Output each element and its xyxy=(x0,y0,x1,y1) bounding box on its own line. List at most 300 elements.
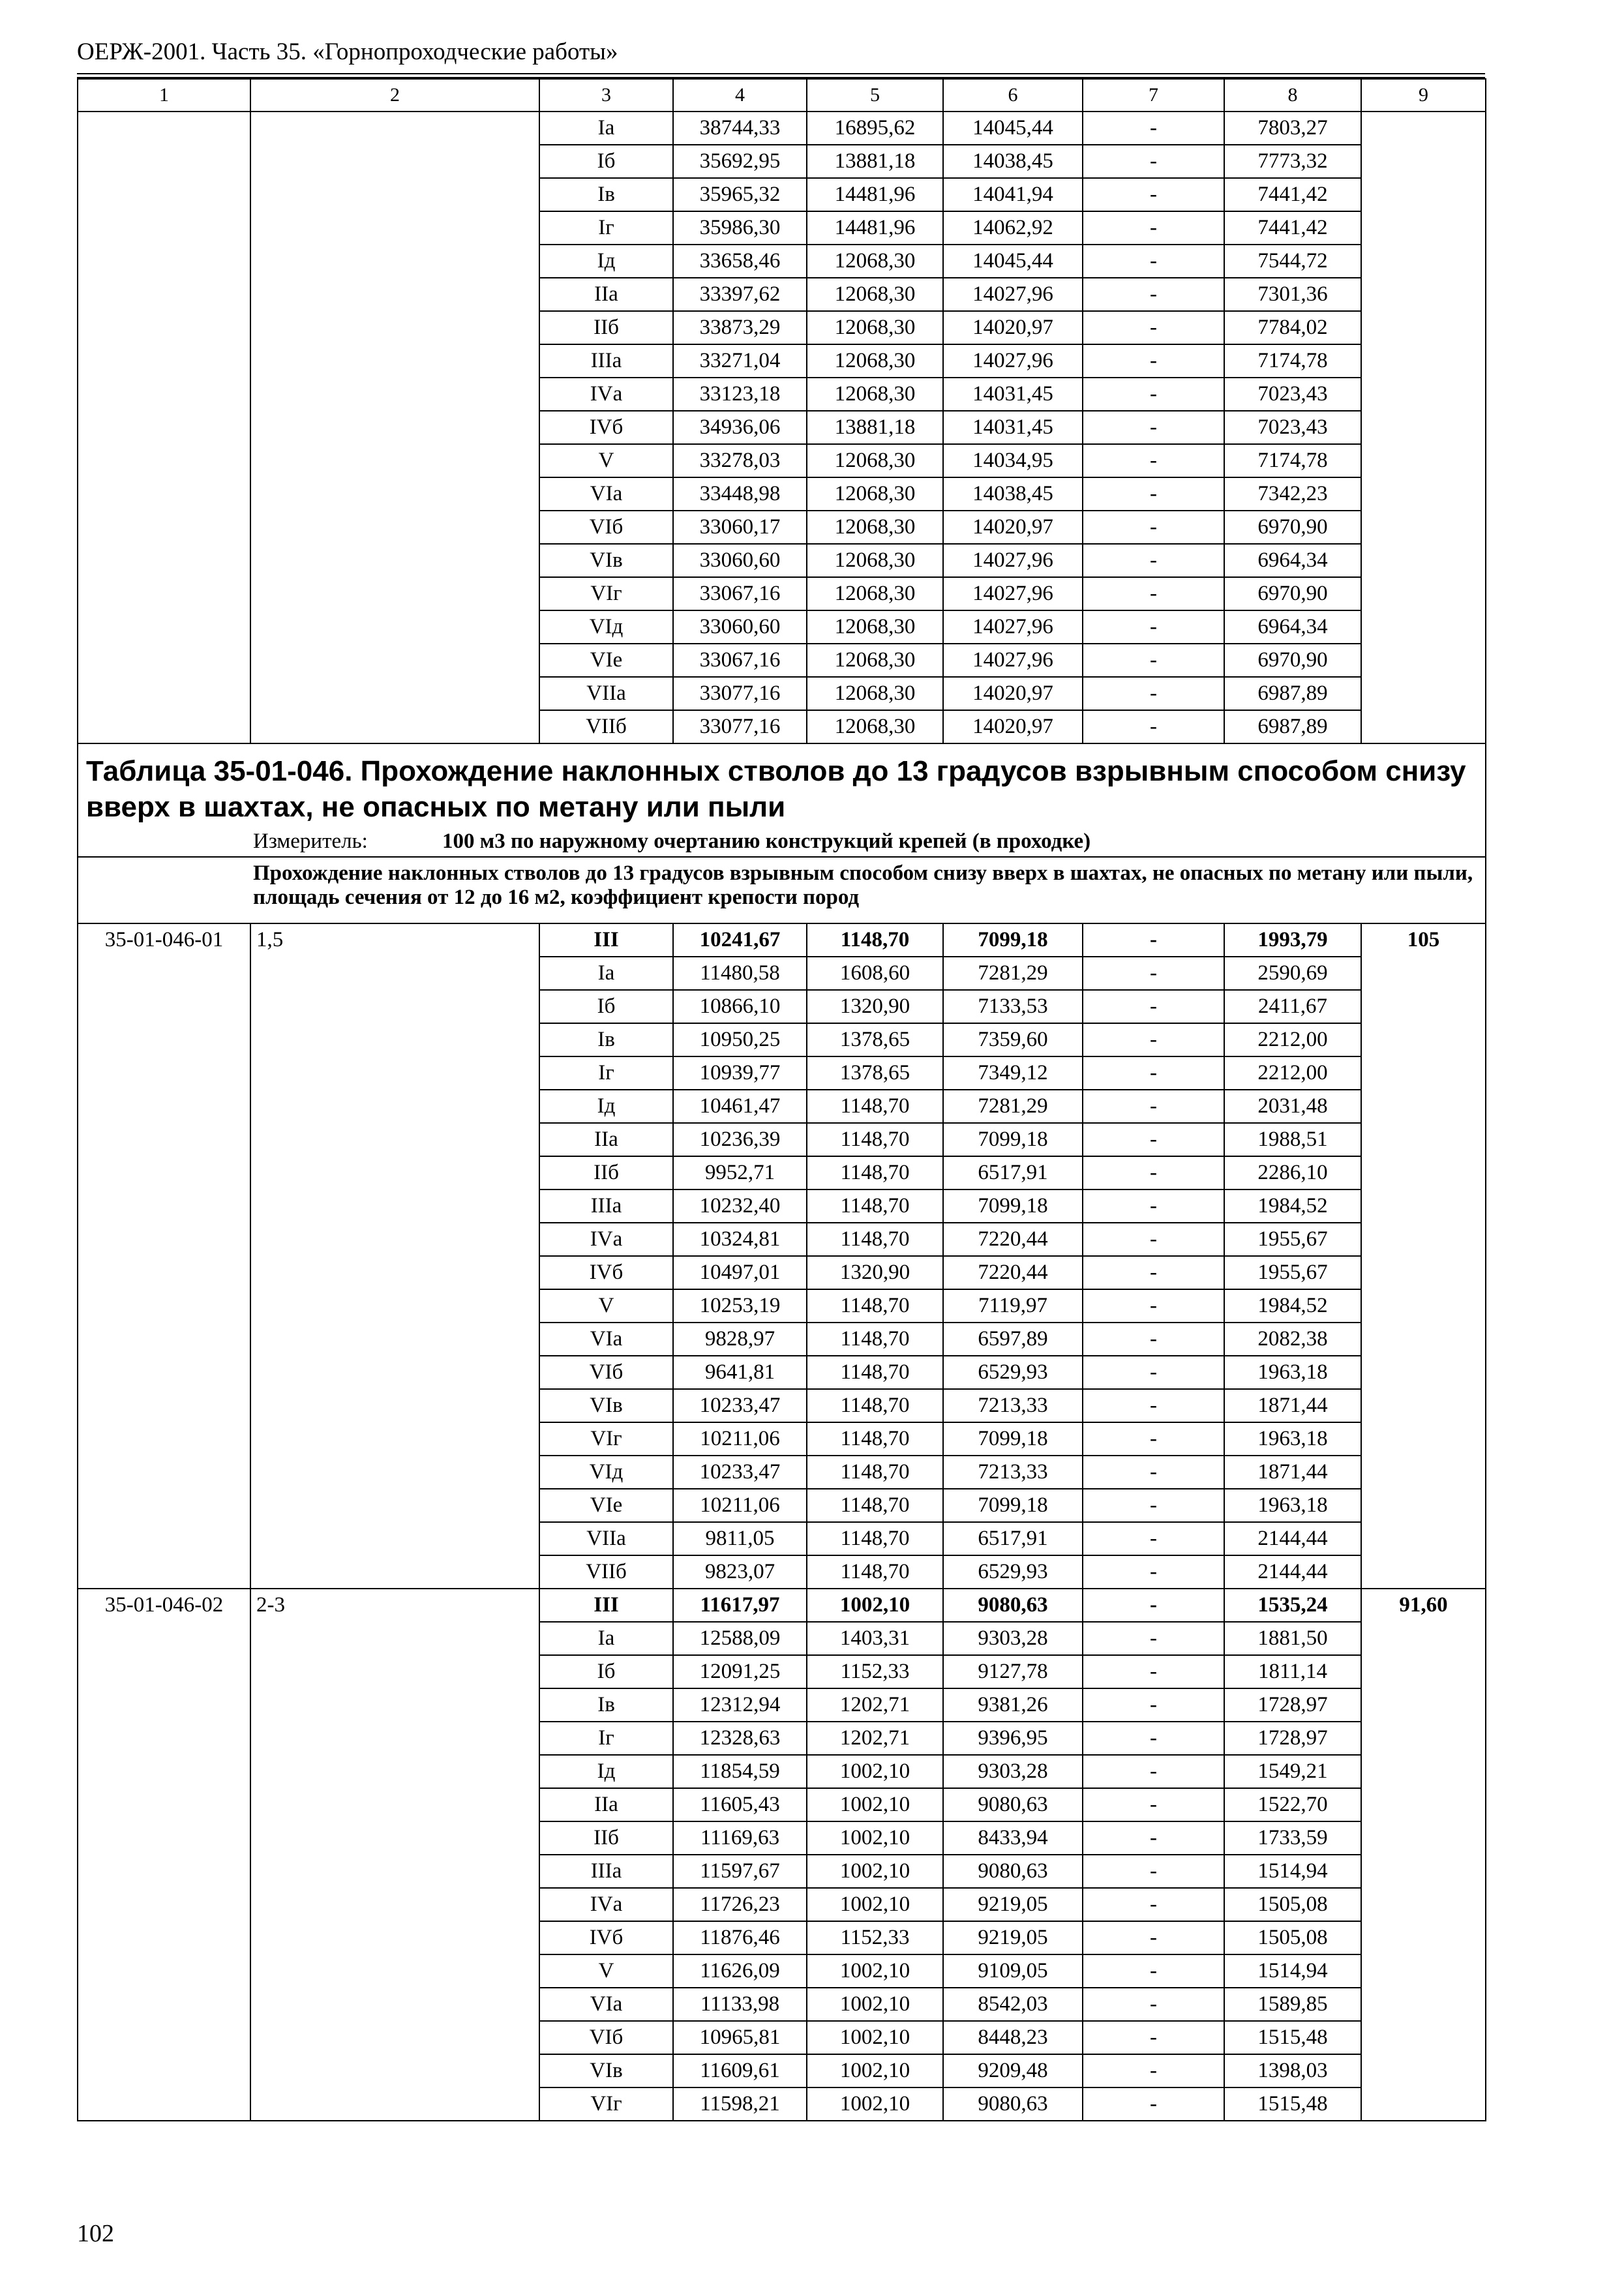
region-code: VIIа xyxy=(539,1522,673,1555)
column-number: 9 xyxy=(1361,79,1486,112)
materials: 1871,44 xyxy=(1224,1389,1361,1422)
wages: 1002,10 xyxy=(807,2087,943,2121)
total-cost: 33278,03 xyxy=(673,444,807,477)
machinists-wages: - xyxy=(1083,211,1224,245)
materials: 7174,78 xyxy=(1224,344,1361,378)
total-cost: 11609,61 xyxy=(673,2054,807,2087)
materials: 7174,78 xyxy=(1224,444,1361,477)
machinists-wages: - xyxy=(1083,278,1224,311)
materials: 7773,32 xyxy=(1224,145,1361,178)
total-cost: 33123,18 xyxy=(673,378,807,411)
materials: 2411,67 xyxy=(1224,990,1361,1023)
total-cost: 10232,40 xyxy=(673,1189,807,1223)
wages: 1002,10 xyxy=(807,1821,943,1855)
region-code: IIб xyxy=(539,1156,673,1189)
machinists-wages: - xyxy=(1083,1622,1224,1655)
machinists-wages: - xyxy=(1083,677,1224,710)
total-cost: 10211,06 xyxy=(673,1422,807,1456)
materials: 7544,72 xyxy=(1224,245,1361,278)
wages: 1148,70 xyxy=(807,1555,943,1589)
materials: 7023,43 xyxy=(1224,378,1361,411)
machine-operation: 7359,60 xyxy=(943,1023,1083,1056)
machinists-wages: - xyxy=(1083,710,1224,743)
machine-operation: 9209,48 xyxy=(943,2054,1083,2087)
column-number: 5 xyxy=(807,79,943,112)
region-code: VIIб xyxy=(539,1555,673,1589)
machinists-wages: - xyxy=(1083,344,1224,378)
machinists-wages: - xyxy=(1083,1189,1224,1223)
meter-cell xyxy=(78,826,1486,857)
materials: 6970,90 xyxy=(1224,511,1361,544)
materials: 7803,27 xyxy=(1224,112,1361,145)
total-cost: 11617,97 xyxy=(673,1589,807,1622)
total-cost: 9811,05 xyxy=(673,1522,807,1555)
region-code: IIIа xyxy=(539,344,673,378)
machine-operation: 14020,97 xyxy=(943,710,1083,743)
region-code: Iа xyxy=(539,112,673,145)
column-number: 8 xyxy=(1224,79,1361,112)
page-header: ОЕРЖ-2001. Часть 35. «Горнопроходческие работы» xyxy=(77,38,618,65)
machinists-wages: - xyxy=(1083,1821,1224,1855)
machine-operation: 14027,96 xyxy=(943,278,1083,311)
wages: 1148,70 xyxy=(807,1156,943,1189)
total-cost: 9952,71 xyxy=(673,1156,807,1189)
materials: 1963,18 xyxy=(1224,1489,1361,1522)
total-cost: 10939,77 xyxy=(673,1056,807,1090)
wages: 1148,70 xyxy=(807,1522,943,1555)
wages: 1002,10 xyxy=(807,1788,943,1821)
machinists-wages: - xyxy=(1083,1589,1224,1622)
region-code: IVб xyxy=(539,411,673,444)
region-code: VIа xyxy=(539,1988,673,2021)
machinists-wages: - xyxy=(1083,511,1224,544)
machinists-wages: - xyxy=(1083,411,1224,444)
total-cost: 10211,06 xyxy=(673,1489,807,1522)
machinists-wages: - xyxy=(1083,1688,1224,1722)
machine-operation: 9080,63 xyxy=(943,2087,1083,2121)
wages: 1202,71 xyxy=(807,1722,943,1755)
wages: 1320,90 xyxy=(807,990,943,1023)
machine-operation: 14027,96 xyxy=(943,544,1083,577)
region-code: VIв xyxy=(539,1389,673,1422)
wages: 1148,70 xyxy=(807,1389,943,1422)
machine-operation: 7099,18 xyxy=(943,1189,1083,1223)
wages: 1002,10 xyxy=(807,1988,943,2021)
total-cost: 12588,09 xyxy=(673,1622,807,1655)
materials: 2082,38 xyxy=(1224,1323,1361,1356)
machine-operation: 9080,63 xyxy=(943,1589,1083,1622)
materials: 2144,44 xyxy=(1224,1555,1361,1589)
machine-operation: 6529,93 xyxy=(943,1356,1083,1389)
machine-operation: 14038,45 xyxy=(943,477,1083,511)
wages: 13881,18 xyxy=(807,411,943,444)
region-code: V xyxy=(539,444,673,477)
table-row xyxy=(78,923,1486,957)
wages: 1148,70 xyxy=(807,1289,943,1323)
machinists-wages: - xyxy=(1083,1722,1224,1755)
machinists-wages: - xyxy=(1083,1323,1224,1356)
region-code: VIа xyxy=(539,477,673,511)
wages: 1002,10 xyxy=(807,1855,943,1888)
total-cost: 10241,67 xyxy=(673,923,807,957)
materials: 1728,97 xyxy=(1224,1688,1361,1722)
table-row xyxy=(78,112,1486,145)
total-cost: 10950,25 xyxy=(673,1023,807,1056)
materials: 1522,70 xyxy=(1224,1788,1361,1821)
materials: 6970,90 xyxy=(1224,577,1361,610)
machine-operation: 7099,18 xyxy=(943,1422,1083,1456)
wages: 1148,70 xyxy=(807,923,943,957)
column-number: 6 xyxy=(943,79,1083,112)
wages: 12068,30 xyxy=(807,344,943,378)
wages: 1148,70 xyxy=(807,1223,943,1256)
total-cost: 35692,95 xyxy=(673,145,807,178)
wages: 1002,10 xyxy=(807,1755,943,1788)
region-code: VIб xyxy=(539,511,673,544)
materials: 1811,14 xyxy=(1224,1655,1361,1688)
machine-operation: 8448,23 xyxy=(943,2021,1083,2054)
total-cost: 10866,10 xyxy=(673,990,807,1023)
machinists-wages: - xyxy=(1083,1788,1224,1821)
machinists-wages: - xyxy=(1083,1522,1224,1555)
materials: 1733,59 xyxy=(1224,1821,1361,1855)
machinists-wages: - xyxy=(1083,1855,1224,1888)
machine-operation: 14020,97 xyxy=(943,677,1083,710)
machinists-wages: - xyxy=(1083,1123,1224,1156)
total-cost: 10253,19 xyxy=(673,1289,807,1323)
machinists-wages: - xyxy=(1083,1954,1224,1988)
region-code: VIб xyxy=(539,2021,673,2054)
machine-operation: 9219,05 xyxy=(943,1921,1083,1954)
region-code: Iб xyxy=(539,145,673,178)
machinists-wages: - xyxy=(1083,1888,1224,1921)
total-cost: 33060,60 xyxy=(673,610,807,644)
wages: 1152,33 xyxy=(807,1655,943,1688)
wages: 1002,10 xyxy=(807,2054,943,2087)
materials: 1963,18 xyxy=(1224,1356,1361,1389)
materials: 1984,52 xyxy=(1224,1189,1361,1223)
region-code: IIа xyxy=(539,278,673,311)
region-code: IVа xyxy=(539,378,673,411)
total-cost: 33873,29 xyxy=(673,311,807,344)
wages: 1378,65 xyxy=(807,1056,943,1090)
machine-operation: 7099,18 xyxy=(943,1489,1083,1522)
total-cost: 12328,63 xyxy=(673,1722,807,1755)
machinists-wages: - xyxy=(1083,311,1224,344)
region-code: VIе xyxy=(539,644,673,677)
machine-operation: 7349,12 xyxy=(943,1056,1083,1090)
machinists-wages: - xyxy=(1083,1023,1224,1056)
total-cost: 10236,39 xyxy=(673,1123,807,1156)
wages: 1608,60 xyxy=(807,957,943,990)
region-code: Iв xyxy=(539,1023,673,1056)
table-title-row xyxy=(78,743,1486,826)
total-cost: 11876,46 xyxy=(673,1921,807,1954)
total-cost: 9823,07 xyxy=(673,1555,807,1589)
machine-operation: 7213,33 xyxy=(943,1456,1083,1489)
total-cost: 11480,58 xyxy=(673,957,807,990)
machinists-wages: - xyxy=(1083,1056,1224,1090)
region-code: IIа xyxy=(539,1123,673,1156)
region-code: Iб xyxy=(539,990,673,1023)
machine-operation: 14034,95 xyxy=(943,444,1083,477)
machine-operation: 8433,94 xyxy=(943,1821,1083,1855)
machine-operation: 7220,44 xyxy=(943,1223,1083,1256)
total-cost: 33271,04 xyxy=(673,344,807,378)
machine-operation: 7133,53 xyxy=(943,990,1083,1023)
region-code: VIд xyxy=(539,610,673,644)
wages: 1148,70 xyxy=(807,1123,943,1156)
materials: 6987,89 xyxy=(1224,710,1361,743)
machinists-wages: - xyxy=(1083,1921,1224,1954)
machinists-wages: - xyxy=(1083,990,1224,1023)
materials: 2144,44 xyxy=(1224,1522,1361,1555)
region-code: Iг xyxy=(539,1722,673,1755)
machinists-wages: - xyxy=(1083,1755,1224,1788)
total-cost: 12091,25 xyxy=(673,1655,807,1688)
description-spacer xyxy=(78,857,250,923)
meter-value: 100 м3 по наружному очертанию конструкций крепей (в проходке) xyxy=(442,829,1091,853)
total-cost: 33448,98 xyxy=(673,477,807,511)
machine-operation: 9080,63 xyxy=(943,1855,1083,1888)
region-code: IVа xyxy=(539,1888,673,1921)
materials: 2286,10 xyxy=(1224,1156,1361,1189)
description-text: Прохождение наклонных стволов до 13 градусов взрывным способом снизу вверх в шахтах, не опасных по метану или пыли, площадь сечения от 12 до 16 м2, коэффициент крепости пород xyxy=(253,861,1473,909)
rates-table xyxy=(77,78,1486,2121)
total-cost: 33077,16 xyxy=(673,710,807,743)
machinists-wages: - xyxy=(1083,1223,1224,1256)
wages: 1002,10 xyxy=(807,1954,943,1988)
wages: 12068,30 xyxy=(807,610,943,644)
machine-operation: 7213,33 xyxy=(943,1389,1083,1422)
region-code: III xyxy=(539,1589,673,1622)
materials: 1984,52 xyxy=(1224,1289,1361,1323)
materials: 1589,85 xyxy=(1224,1988,1361,2021)
machinists-wages: - xyxy=(1083,477,1224,511)
total-cost: 11626,09 xyxy=(673,1954,807,1988)
machinists-wages: - xyxy=(1083,1356,1224,1389)
machine-operation: 14045,44 xyxy=(943,112,1083,145)
machinists-wages: - xyxy=(1083,2021,1224,2054)
description-row xyxy=(78,857,1486,923)
materials: 7301,36 xyxy=(1224,278,1361,311)
total-cost: 9641,81 xyxy=(673,1356,807,1389)
wages: 1148,70 xyxy=(807,1356,943,1389)
machine-operation: 7099,18 xyxy=(943,1123,1083,1156)
machinists-wages: - xyxy=(1083,1156,1224,1189)
column-number: 3 xyxy=(539,79,673,112)
total-cost: 11169,63 xyxy=(673,1821,807,1855)
machine-operation: 6517,91 xyxy=(943,1522,1083,1555)
wages: 12068,30 xyxy=(807,677,943,710)
total-cell-empty xyxy=(1361,112,1486,743)
rate-parameter: 1,5 xyxy=(250,923,539,1589)
materials: 6970,90 xyxy=(1224,644,1361,677)
machinists-wages: - xyxy=(1083,112,1224,145)
region-code: VIе xyxy=(539,1489,673,1522)
machine-operation: 14062,92 xyxy=(943,211,1083,245)
materials: 1515,48 xyxy=(1224,2021,1361,2054)
column-number-row xyxy=(78,79,1486,112)
machine-operation: 7281,29 xyxy=(943,957,1083,990)
region-code: V xyxy=(539,1954,673,1988)
machinists-wages: - xyxy=(1083,577,1224,610)
machinists-wages: - xyxy=(1083,145,1224,178)
wages: 1148,70 xyxy=(807,1323,943,1356)
description-cell xyxy=(250,857,1486,923)
meter-row xyxy=(78,826,1486,857)
wages: 12068,30 xyxy=(807,511,943,544)
table-row xyxy=(78,1589,1486,1622)
total-cost: 10965,81 xyxy=(673,2021,807,2054)
total-cost: 33060,60 xyxy=(673,544,807,577)
machine-operation: 14020,97 xyxy=(943,311,1083,344)
wages: 14481,96 xyxy=(807,178,943,211)
machine-operation: 7220,44 xyxy=(943,1256,1083,1289)
machine-operation: 9396,95 xyxy=(943,1722,1083,1755)
wages: 12068,30 xyxy=(807,278,943,311)
wages: 1202,71 xyxy=(807,1688,943,1722)
total-cost: 10497,01 xyxy=(673,1256,807,1289)
machine-operation: 9127,78 xyxy=(943,1655,1083,1688)
machinists-wages: - xyxy=(1083,1389,1224,1422)
materials: 2212,00 xyxy=(1224,1056,1361,1090)
machine-operation: 14045,44 xyxy=(943,245,1083,278)
param-cell-empty xyxy=(250,112,539,743)
total-cost: 35986,30 xyxy=(673,211,807,245)
machinists-wages: - xyxy=(1083,1456,1224,1489)
region-code: Iв xyxy=(539,178,673,211)
total-cost: 35965,32 xyxy=(673,178,807,211)
region-code: VIв xyxy=(539,2054,673,2087)
materials: 1993,79 xyxy=(1224,923,1361,957)
machine-operation: 6517,91 xyxy=(943,1156,1083,1189)
meter-label: Измеритель: xyxy=(253,829,368,853)
materials: 1549,21 xyxy=(1224,1755,1361,1788)
wages: 1152,33 xyxy=(807,1921,943,1954)
wages: 12068,30 xyxy=(807,477,943,511)
machinists-wages: - xyxy=(1083,1988,1224,2021)
materials: 1505,08 xyxy=(1224,1921,1361,1954)
region-code: III xyxy=(539,923,673,957)
wages: 12068,30 xyxy=(807,378,943,411)
wages: 1002,10 xyxy=(807,1589,943,1622)
region-code: Iг xyxy=(539,211,673,245)
region-code: IIб xyxy=(539,311,673,344)
machine-operation: 14020,97 xyxy=(943,511,1083,544)
wages: 12068,30 xyxy=(807,245,943,278)
table-title-cell xyxy=(78,743,1486,826)
region-code: IVб xyxy=(539,1921,673,1954)
total-cost: 34936,06 xyxy=(673,411,807,444)
wages: 1148,70 xyxy=(807,1189,943,1223)
region-code: VIб xyxy=(539,1356,673,1389)
machinists-wages: - xyxy=(1083,1289,1224,1323)
region-code: Iд xyxy=(539,245,673,278)
region-code: VIа xyxy=(539,1323,673,1356)
code-cell-empty xyxy=(78,112,250,743)
region-code: Iа xyxy=(539,1622,673,1655)
total-cost: 10233,47 xyxy=(673,1389,807,1422)
wages: 12068,30 xyxy=(807,311,943,344)
total-cost: 11133,98 xyxy=(673,1988,807,2021)
machinists-wages: - xyxy=(1083,444,1224,477)
machinists-wages: - xyxy=(1083,1489,1224,1522)
region-code: VIIб xyxy=(539,710,673,743)
total-cost: 11605,43 xyxy=(673,1788,807,1821)
machine-operation: 8542,03 xyxy=(943,1988,1083,2021)
wages: 1148,70 xyxy=(807,1422,943,1456)
materials: 2031,48 xyxy=(1224,1090,1361,1123)
wages: 12068,30 xyxy=(807,544,943,577)
wages: 13881,18 xyxy=(807,145,943,178)
machine-operation: 7281,29 xyxy=(943,1090,1083,1123)
wages: 1148,70 xyxy=(807,1456,943,1489)
materials: 7342,23 xyxy=(1224,477,1361,511)
rate-code: 35-01-046-02 xyxy=(78,1589,250,2121)
header-rule xyxy=(77,73,1485,74)
wages: 12068,30 xyxy=(807,644,943,677)
wages: 1002,10 xyxy=(807,2021,943,2054)
wages: 1378,65 xyxy=(807,1023,943,1056)
region-code: VIв xyxy=(539,544,673,577)
page-number: 102 xyxy=(77,2220,114,2247)
materials: 1988,51 xyxy=(1224,1123,1361,1156)
rate-code: 35-01-046-01 xyxy=(78,923,250,1589)
machinists-wages: - xyxy=(1083,1090,1224,1123)
table-title: Таблица 35-01-046. Прохождение наклонных стволов до 13 градусов взрывным способом снизу вверх в шахтах, не опасных по метану или пыли xyxy=(86,755,1466,824)
total-cost: 12312,94 xyxy=(673,1688,807,1722)
region-code: IVа xyxy=(539,1223,673,1256)
machine-operation: 6597,89 xyxy=(943,1323,1083,1356)
machine-operation: 14038,45 xyxy=(943,145,1083,178)
region-code: Iд xyxy=(539,1090,673,1123)
materials: 2590,69 xyxy=(1224,957,1361,990)
materials: 1881,50 xyxy=(1224,1622,1361,1655)
wages: 12068,30 xyxy=(807,710,943,743)
region-code: IIIа xyxy=(539,1189,673,1223)
wages: 1002,10 xyxy=(807,1888,943,1921)
total-cost: 11854,59 xyxy=(673,1755,807,1788)
machinists-wages: - xyxy=(1083,378,1224,411)
wages: 1403,31 xyxy=(807,1622,943,1655)
region-code: IIа xyxy=(539,1788,673,1821)
column-number: 2 xyxy=(250,79,539,112)
column-number: 7 xyxy=(1083,79,1224,112)
total-cost: 38744,33 xyxy=(673,112,807,145)
region-code: Iд xyxy=(539,1755,673,1788)
table-body xyxy=(78,79,1486,2121)
wages: 1320,90 xyxy=(807,1256,943,1289)
total-cost: 33060,17 xyxy=(673,511,807,544)
region-code: IIб xyxy=(539,1821,673,1855)
region-code: V xyxy=(539,1289,673,1323)
region-code: IVб xyxy=(539,1256,673,1289)
machine-operation: 7099,18 xyxy=(943,923,1083,957)
machine-operation: 14041,94 xyxy=(943,178,1083,211)
region-code: Iв xyxy=(539,1688,673,1722)
materials: 1514,94 xyxy=(1224,1855,1361,1888)
machine-operation: 9219,05 xyxy=(943,1888,1083,1921)
machine-operation: 14027,96 xyxy=(943,577,1083,610)
machine-operation: 14031,45 xyxy=(943,411,1083,444)
machine-operation: 9303,28 xyxy=(943,1622,1083,1655)
materials: 1955,67 xyxy=(1224,1223,1361,1256)
region-code: VIд xyxy=(539,1456,673,1489)
machine-operation: 6529,93 xyxy=(943,1555,1083,1589)
region-code: VIг xyxy=(539,577,673,610)
machinists-wages: - xyxy=(1083,1256,1224,1289)
